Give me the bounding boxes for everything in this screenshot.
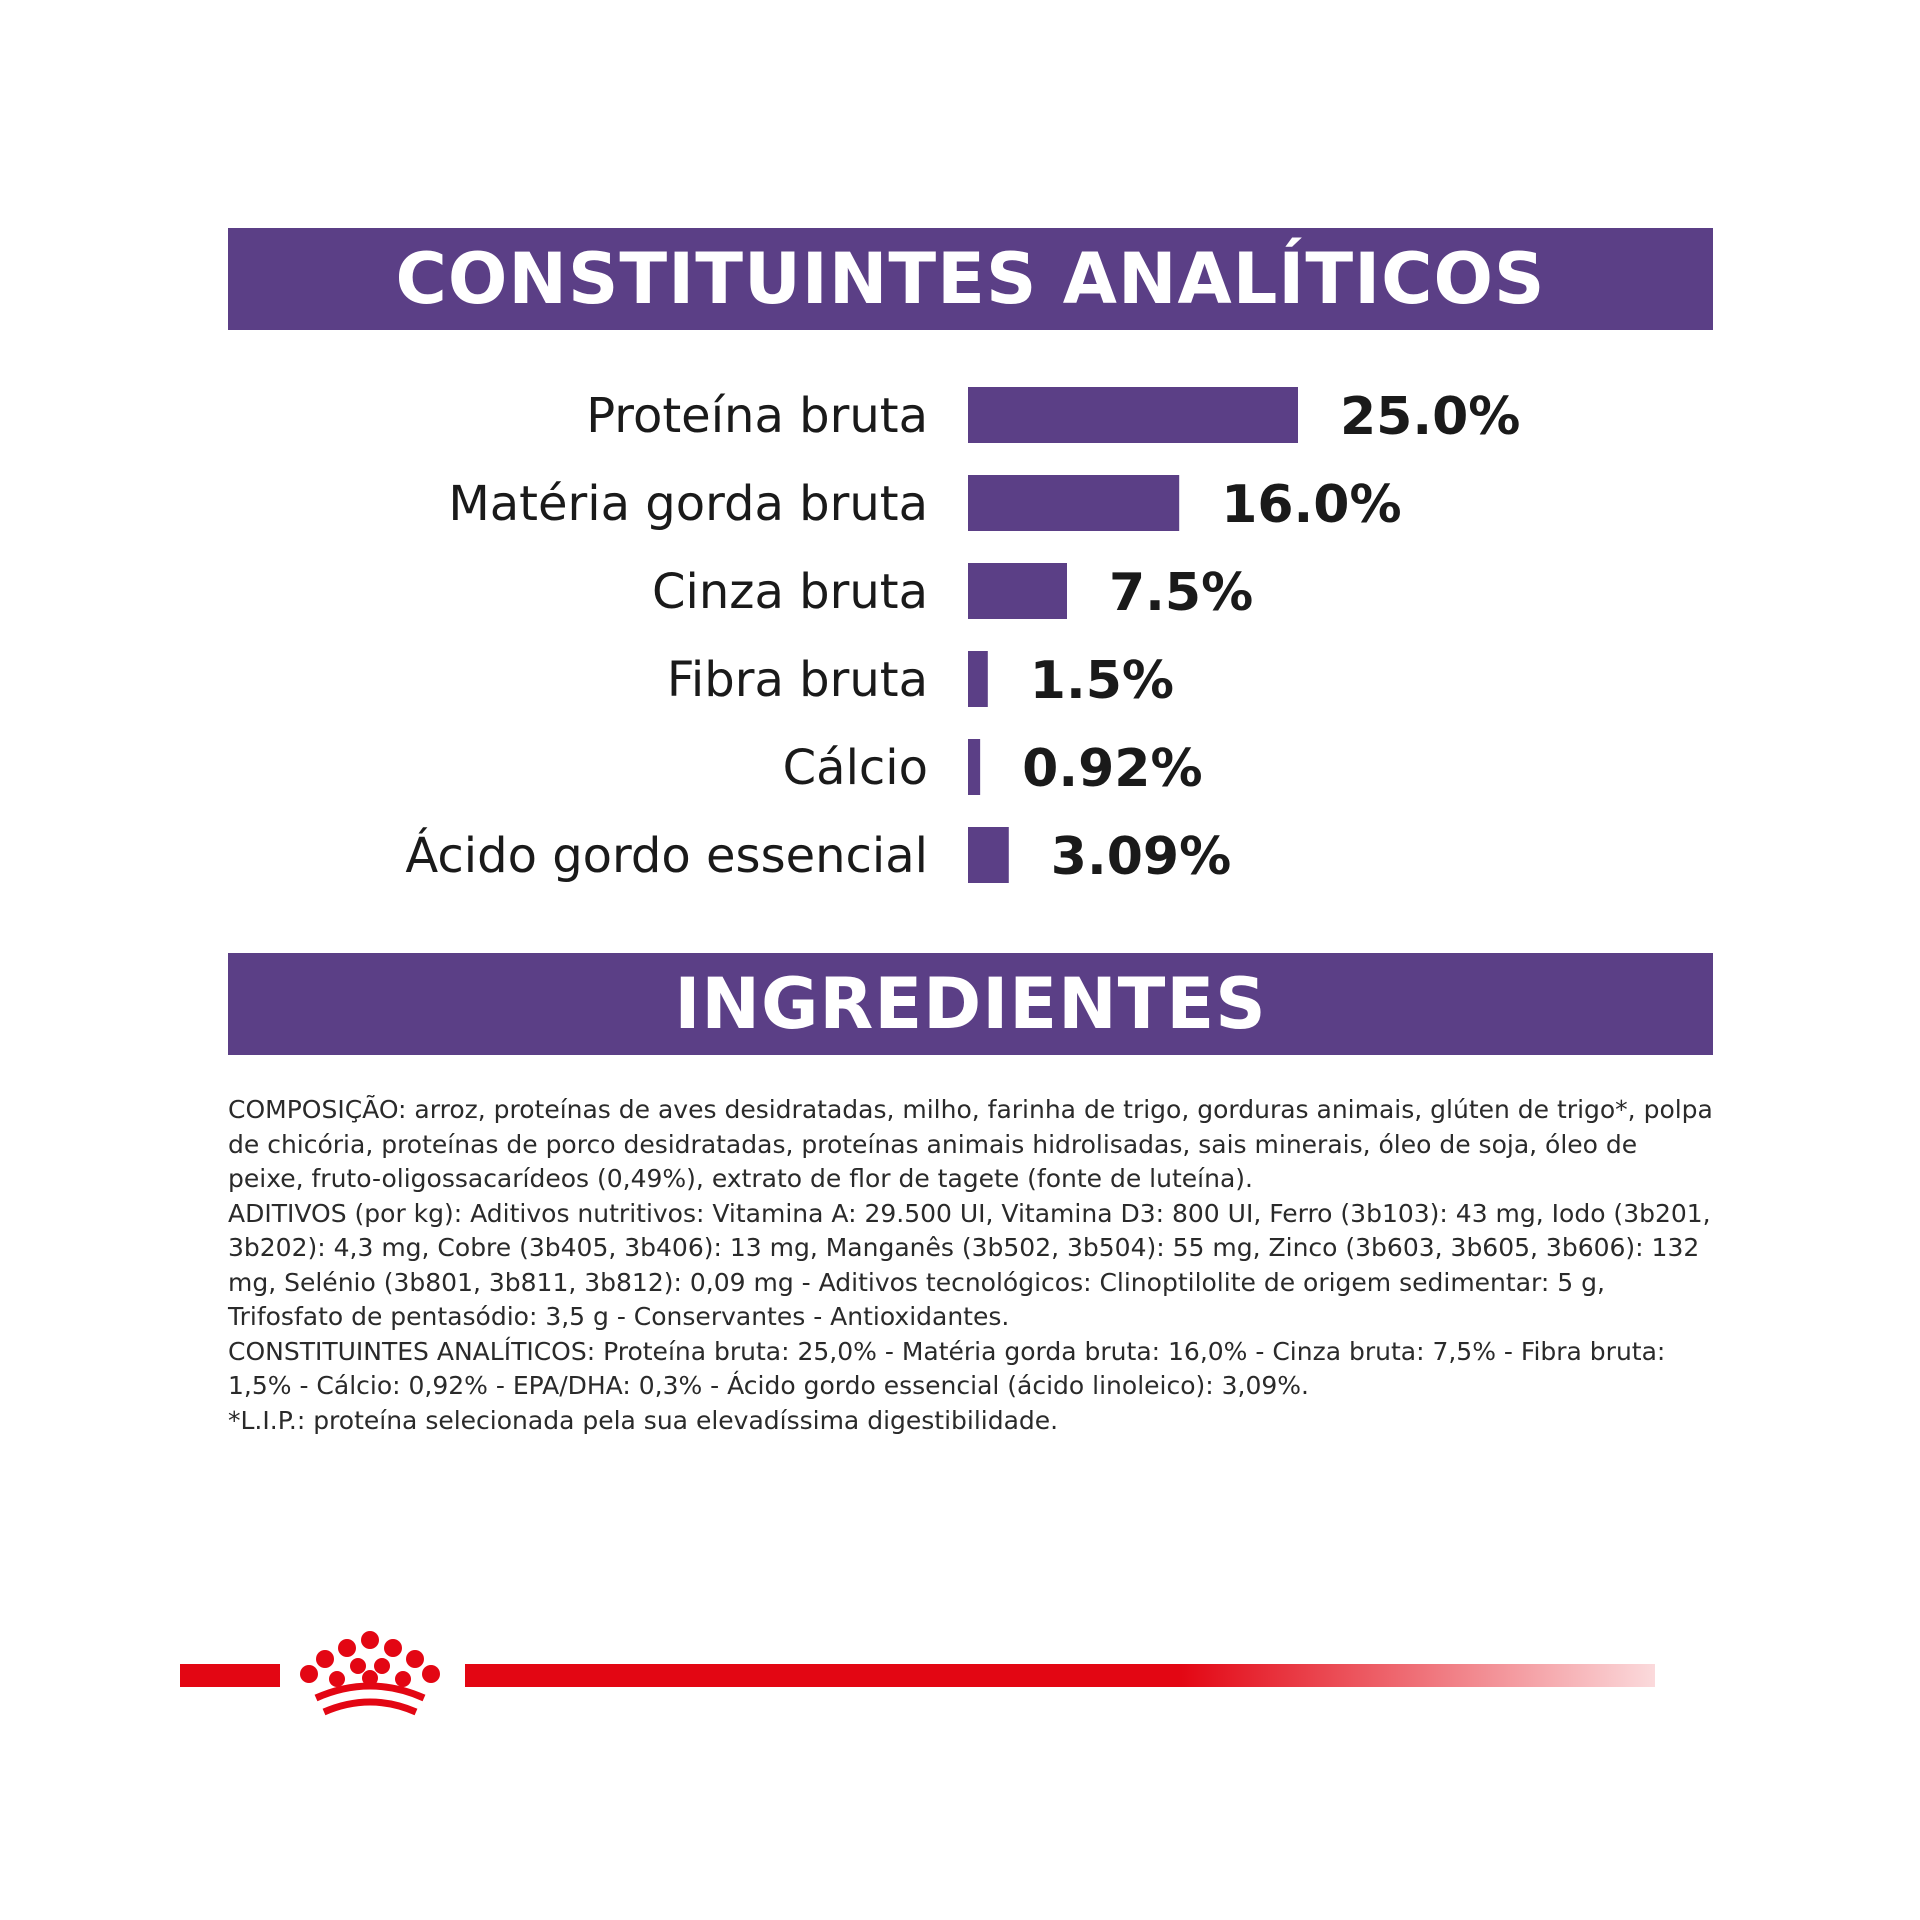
ingredients-title: INGREDIENTES xyxy=(674,963,1267,1045)
ingredients-text-block xyxy=(228,1093,1718,1438)
additives-paragraph: ADITIVOS (por kg): Aditivos nutritivos: Vitamina A: 29.500 UI, Vitamina D3: 800 UI, Ferro (3b103): 43 mg, Iodo (3b201, 3b202): 4,3 mg, Cobre (3b405, 3b406): 13 mg, Manganês (3b502, 3b504): 55 mg, Zinco (3b603, 3b605, 3b606): 132 mg, Selénio (3b801, 3b811, 3b812): 0,09 mg - Aditivos tecnológicos: Clinoptilolite de origem sedimentar: 5 g, Trifosfato de pentasódio: 3,5 g - Conservantes - Antioxidantes. xyxy=(228,1198,1711,1331)
footer-rule-left xyxy=(180,1664,280,1687)
bar xyxy=(968,475,1179,531)
crown-icon xyxy=(290,1626,450,1726)
bar-value-label: 25.0% xyxy=(1340,387,1521,447)
composition-paragraph: COMPOSIÇÃO: arroz, proteínas de aves desidratadas, milho, farinha de trigo, gorduras animais, glúten de trigo*, polpa de chicória, proteínas de porco desidratadas, proteínas animais hidrolisadas, sais minerais, óleo de soja, óleo de peixe, fruto-oligossacarídeos (0,49%), extrato de flor de tagete (fonte de luteína). xyxy=(228,1095,1713,1193)
bar-label: Matéria gorda bruta xyxy=(448,476,928,532)
bar xyxy=(968,651,988,707)
bar xyxy=(968,387,1298,443)
lip-footnote: *L.I.P.: proteína selecionada pela sua elevadíssima digestibilidade. xyxy=(228,1405,1059,1435)
bar-value-label: 7.5% xyxy=(1109,563,1254,623)
bar-label: Proteína bruta xyxy=(586,388,928,444)
footer-rule-right xyxy=(465,1664,1655,1687)
bar-value-label: 3.09% xyxy=(1050,827,1232,887)
ingredients-banner xyxy=(228,953,1713,1055)
bar-label: Fibra bruta xyxy=(666,652,928,708)
bar-label: Cálcio xyxy=(782,740,928,796)
bar-value-label: 0.92% xyxy=(1022,739,1203,799)
bar xyxy=(968,563,1067,619)
bar xyxy=(968,827,1009,883)
bar-label: Cinza bruta xyxy=(652,564,928,620)
analytic-constituents-title: CONSTITUINTES ANALÍTICOS xyxy=(395,238,1546,320)
analytic-constituents-banner xyxy=(228,228,1713,330)
bar-value-label: 16.0% xyxy=(1221,475,1402,535)
bar xyxy=(968,739,980,795)
analytic-constituents-paragraph: CONSTITUINTES ANALÍTICOS: Proteína bruta: 25,0% - Matéria gorda bruta: 16,0% - Cinza bruta: 7,5% - Fibra bruta: 1,5% - Cálcio: 0,92% - EPA/DHA: 0,3% - Ácido gordo essencial (ácido linoleico): 3,09%. xyxy=(228,1336,1666,1400)
bar-value-label: 1.5% xyxy=(1029,651,1175,711)
bar-label: Ácido gordo essencial xyxy=(405,828,928,884)
